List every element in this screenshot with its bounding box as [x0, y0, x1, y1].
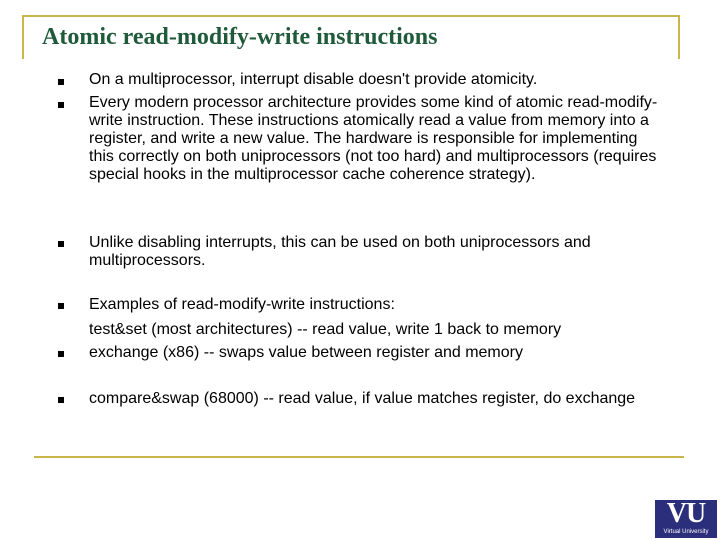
slide-title: Atomic read-modify-write instructions [42, 24, 438, 50]
bullet-marker-3 [58, 241, 64, 247]
bullet-marker-6 [58, 397, 64, 403]
bullet-subline: test&set (most architectures) -- read value, write 1 back to memory [89, 321, 562, 338]
bullet-text-2: Every modern processor architecture provides some kind of atomic read-modify-write instruction. These instructions atomically read a value from memory into a register, and write a new value. The hardware is responsible for implementing this correctly on both uniprocessors (not too hard) and multiprocessors (requires special hooks in the multiprocessor cache coherence strategy). [89, 94, 658, 183]
logo-mark: VU [666, 498, 706, 529]
bullet-marker-4 [58, 303, 64, 309]
bullet-text-4: Examples of read-modify-write instructions: [89, 296, 395, 313]
bullet-text-6: compare&swap (68000) -- read value, if value matches register, do exchange [89, 390, 636, 407]
bullet-text-3: Unlike disabling interrupts, this can be used on both uniprocessors and multiprocessors. [89, 234, 591, 269]
university-logo [655, 500, 717, 538]
footer-rule [34, 456, 684, 458]
title-frame-left [22, 15, 24, 59]
bullet-text-1: On a multiprocessor, interrupt disable doesn't provide atomicity. [89, 71, 538, 88]
bullet-marker-1 [58, 79, 64, 85]
logo-caption: Virtual University [663, 529, 709, 535]
bullet-text-5: exchange (x86) -- swaps value between register and memory [89, 344, 523, 361]
title-frame-right [678, 15, 680, 59]
bullet-marker-2 [58, 102, 64, 108]
bullet-marker-5 [58, 351, 64, 357]
title-frame-top [22, 15, 680, 17]
